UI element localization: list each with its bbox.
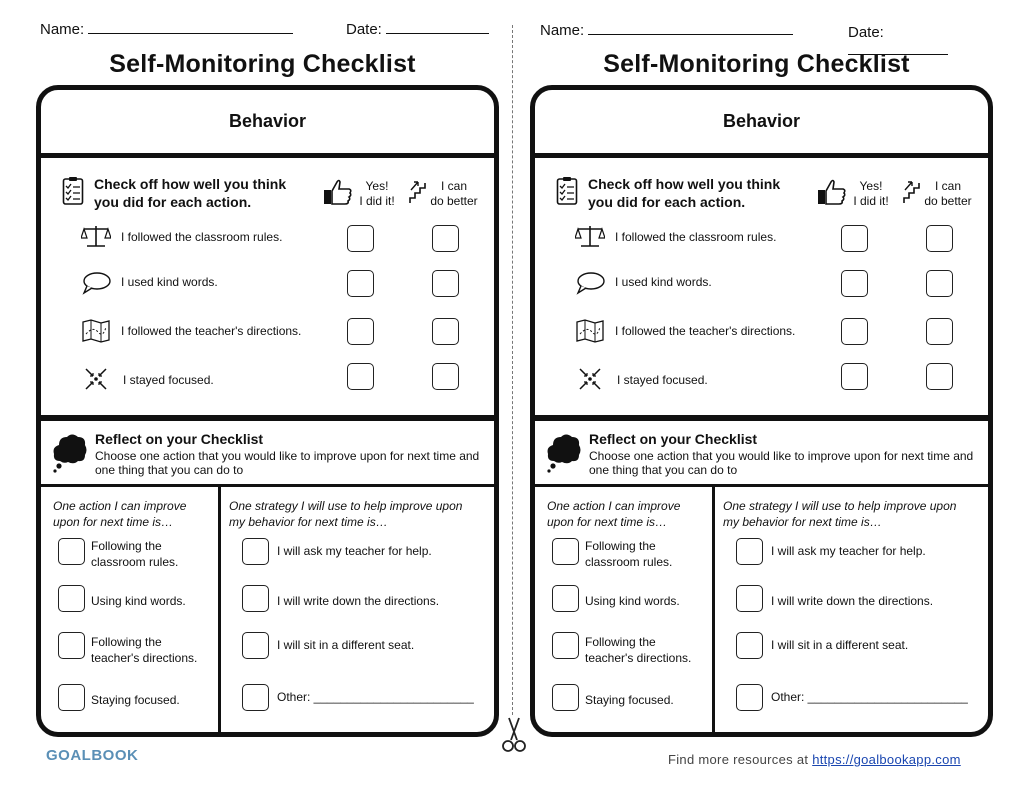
page-title: Self-Monitoring Checklist [603, 50, 910, 78]
focus-icon [81, 366, 111, 392]
improve-option-checkbox[interactable] [58, 684, 85, 711]
checklist-panel-left [0, 0, 490, 791]
strategy-option-label: I will write down the directions. [277, 594, 440, 608]
strategy-other-field[interactable]: Other: ________________________ [771, 690, 968, 704]
improve-option-label: Following the teacher's directions. [585, 635, 692, 665]
do-better-checkbox[interactable] [926, 318, 953, 345]
date-field[interactable] [346, 20, 489, 38]
yes-column-header: Yes! I did it! [359, 179, 395, 208]
improve-option-checkbox[interactable] [552, 585, 579, 612]
instruction-text: Check off how well you think you did for each action. [94, 176, 287, 210]
improve-option-label: Staying focused. [585, 693, 674, 707]
thumbs-up-icon [323, 178, 353, 206]
yes-checkbox[interactable] [347, 318, 374, 345]
page-title: Self-Monitoring Checklist [109, 50, 416, 78]
reflect-section [41, 421, 494, 487]
do-better-checkbox[interactable] [432, 270, 459, 297]
strategy-option-checkbox[interactable] [242, 585, 269, 612]
action-text: I stayed focused. [123, 373, 214, 387]
do-better-checkbox[interactable] [432, 363, 459, 390]
name-label: Name: [40, 21, 85, 38]
strategy-option-label: I will sit in a different seat. [771, 638, 909, 652]
thought-cloud-icon [546, 431, 582, 475]
strategy-option-checkbox[interactable] [736, 632, 763, 659]
self-check-section [535, 158, 988, 421]
action-text: I followed the classroom rules. [121, 230, 283, 244]
do-better-checkbox[interactable] [926, 270, 953, 297]
yes-checkbox[interactable] [841, 225, 868, 252]
name-field[interactable] [540, 21, 793, 39]
do-better-checkbox[interactable] [432, 225, 459, 252]
improve-option-label: Following the classroom rules. [585, 539, 673, 569]
name-blank[interactable] [88, 20, 293, 34]
do-better-column-header: I can do better [924, 179, 972, 208]
checklist-panel-right [494, 0, 984, 791]
thumbs-up-icon [817, 178, 847, 206]
map-icon [575, 318, 605, 344]
focus-icon [575, 366, 605, 392]
column-divider [218, 487, 221, 732]
improve-option-checkbox[interactable] [552, 632, 579, 659]
strategy-option-label: I will sit in a different seat. [277, 638, 415, 652]
improve-option-checkbox[interactable] [58, 632, 85, 659]
reflect-description: Choose one action that you would like to improve upon for next time and one thing that you can do to [95, 449, 480, 477]
goalbook-logo: GOALBOOK [46, 747, 139, 764]
reflect-description: Choose one action that you would like to improve upon for next time and one thing that you can do to [589, 449, 974, 477]
speech-bubble-icon [81, 270, 111, 296]
improve-option-label: Following the classroom rules. [91, 539, 179, 569]
improve-column-heading: One action I can improve upon for next time is… [53, 499, 187, 529]
behavior-heading: Behavior [41, 90, 494, 158]
reflect-title: Reflect on your Checklist [589, 431, 758, 447]
strategy-option-checkbox[interactable] [736, 684, 763, 711]
do-better-column-header: I can do better [430, 179, 478, 208]
strategy-column-heading: One strategy I will use to help improve upon my behavior for next time is… [723, 499, 957, 529]
yes-checkbox[interactable] [347, 270, 374, 297]
strategy-column-heading: One strategy I will use to help improve upon my behavior for next time is… [229, 499, 463, 529]
action-text: I used kind words. [121, 275, 218, 289]
reflect-title: Reflect on your Checklist [95, 431, 264, 447]
scales-icon [81, 223, 111, 249]
improve-option-label: Following the teacher's directions. [91, 635, 198, 665]
name-field[interactable] [40, 20, 293, 38]
footer-resources: Find more resources at https://goalbookapp.com [668, 752, 961, 767]
improve-option-checkbox[interactable] [552, 538, 579, 565]
strategy-option-checkbox[interactable] [736, 538, 763, 565]
yes-checkbox[interactable] [347, 363, 374, 390]
name-label: Name: [540, 22, 585, 39]
behavior-heading: Behavior [535, 90, 988, 158]
improve-option-checkbox[interactable] [58, 538, 85, 565]
strategy-option-checkbox[interactable] [242, 684, 269, 711]
yes-checkbox[interactable] [841, 363, 868, 390]
reflect-section [535, 421, 988, 487]
improvement-section [41, 487, 494, 732]
clipboard-checklist-icon [556, 176, 578, 206]
cut-line [512, 25, 513, 715]
improve-column-heading: One action I can improve upon for next time is… [547, 499, 681, 529]
action-text: I followed the teacher's directions. [121, 324, 302, 338]
yes-checkbox[interactable] [841, 318, 868, 345]
column-divider [712, 487, 715, 732]
strategy-option-label: I will ask my teacher for help. [277, 544, 432, 558]
do-better-checkbox[interactable] [926, 225, 953, 252]
do-better-checkbox[interactable] [926, 363, 953, 390]
strategy-option-checkbox[interactable] [242, 632, 269, 659]
improvement-section [535, 487, 988, 732]
goalbook-link[interactable]: https://goalbookapp.com [812, 752, 961, 767]
action-text: I followed the classroom rules. [615, 230, 777, 244]
self-check-section [41, 158, 494, 421]
strategy-option-checkbox[interactable] [242, 538, 269, 565]
scales-icon [575, 223, 605, 249]
strategy-option-checkbox[interactable] [736, 585, 763, 612]
strategy-option-label: I will ask my teacher for help. [771, 544, 926, 558]
improve-option-label: Using kind words. [585, 594, 680, 608]
map-icon [81, 318, 111, 344]
action-text: I stayed focused. [617, 373, 708, 387]
thought-cloud-icon [52, 431, 88, 475]
instruction-text: Check off how well you think you did for each action. [588, 176, 781, 210]
do-better-checkbox[interactable] [432, 318, 459, 345]
checklist-card [36, 85, 499, 737]
improve-option-label: Using kind words. [91, 594, 186, 608]
clipboard-checklist-icon [62, 176, 84, 206]
yes-checkbox[interactable] [347, 225, 374, 252]
yes-checkbox[interactable] [841, 270, 868, 297]
improve-option-label: Staying focused. [91, 693, 180, 707]
strategy-option-label: I will write down the directions. [771, 594, 934, 608]
speech-bubble-icon [575, 270, 605, 296]
improve-option-checkbox[interactable] [58, 585, 85, 612]
strategy-other-field[interactable]: Other: ________________________ [277, 690, 474, 704]
scissors-icon [501, 716, 527, 754]
date-label: Date: [346, 21, 382, 38]
improve-option-checkbox[interactable] [552, 684, 579, 711]
date-blank[interactable] [386, 20, 489, 34]
checklist-card [530, 85, 993, 737]
yes-column-header: Yes! I did it! [853, 179, 889, 208]
action-text: I used kind words. [615, 275, 712, 289]
date-label: Date: [848, 24, 884, 41]
name-blank[interactable] [588, 21, 793, 35]
action-text: I followed the teacher's directions. [615, 324, 796, 338]
